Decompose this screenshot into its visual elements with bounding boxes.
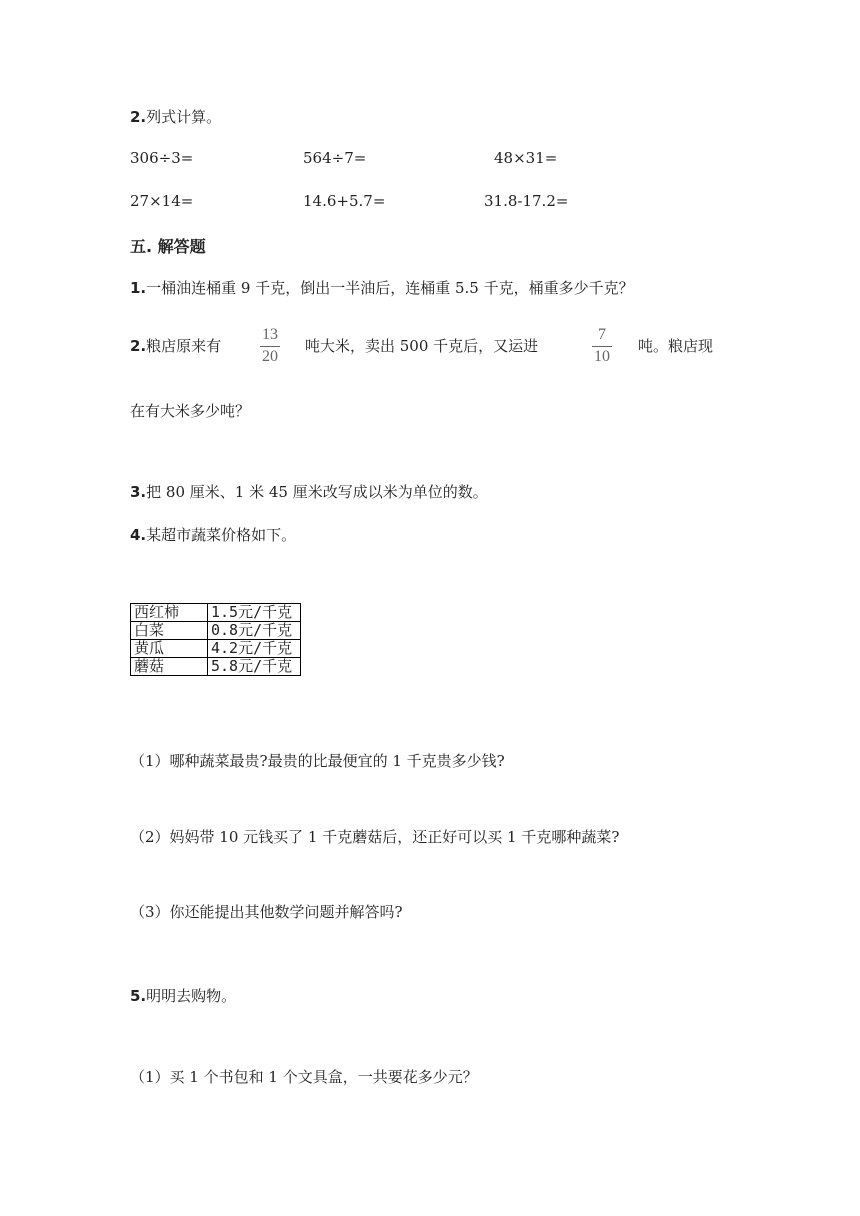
fraction	[256, 327, 284, 365]
sub-question: （1）哪种蔬菜最贵?最贵的比最便宜的 1 千克贵多少钱?	[130, 752, 505, 770]
vegetable-name: 黄瓜	[131, 640, 208, 658]
question-text: 明明去购物。	[146, 987, 237, 1005]
question-2-line1	[130, 335, 221, 356]
sub-question: （2）妈妈带 10 元钱买了 1 千克蘑菇后，还正好可以买 1 千克哪种蔬菜?	[130, 828, 620, 846]
question-text: 一桶油连桶重 9 千克，倒出一半油后，连桶重 5.5 千克，桶重多少千克？	[146, 279, 634, 297]
question-text: 列式计算。	[146, 108, 222, 126]
question-number: 5.	[130, 987, 147, 1005]
question-number: 2.	[130, 337, 147, 355]
question-3	[130, 481, 488, 502]
question-2-line2: 在有大米多少吨？	[130, 402, 251, 420]
vegetable-price: 4.2元/千克	[208, 640, 301, 658]
sub-question: （3）你还能提出其他数学问题并解答吗?	[130, 903, 403, 921]
vegetable-name: 蘑菇	[131, 658, 208, 676]
fraction-denominator: 10	[594, 348, 610, 365]
fraction-numerator: 13	[262, 326, 278, 343]
calc-item: 48×31=	[494, 149, 558, 167]
question-1	[130, 277, 634, 298]
vegetable-price-table	[130, 603, 301, 676]
calc-item: 27×14=	[130, 192, 194, 210]
table-row	[131, 640, 301, 658]
calc-item: 14.6+5.7=	[303, 192, 386, 210]
vegetable-price: 0.8元/千克	[208, 622, 301, 640]
section-heading: 五. 解答题	[130, 237, 206, 256]
question-number: 2.	[130, 108, 147, 126]
calc-item: 564÷7=	[303, 149, 367, 167]
question-4	[130, 524, 296, 545]
fraction-bar	[592, 346, 612, 347]
vegetable-name: 西红柿	[131, 604, 208, 622]
vegetable-name: 白菜	[131, 622, 208, 640]
question-number: 1.	[130, 279, 147, 297]
calc-item: 306÷3=	[130, 149, 194, 167]
question-text: 把 80 厘米、1 米 45 厘米改写成以米为单位的数。	[146, 483, 488, 501]
fraction-denominator: 20	[262, 348, 278, 365]
table-row	[131, 604, 301, 622]
table-row	[131, 658, 301, 676]
fraction-numerator: 7	[598, 326, 606, 343]
question-text: 某超市蔬菜价格如下。	[146, 526, 297, 544]
question-text: 吨。粮店现	[638, 337, 714, 355]
calc-item: 31.8-17.2=	[484, 192, 569, 210]
question-number: 4.	[130, 526, 147, 544]
fraction	[588, 327, 616, 365]
table-row	[131, 622, 301, 640]
question-number: 3.	[130, 483, 147, 501]
sub-question: （1）买 1 个书包和 1 个文具盒，一共要花多少元？	[130, 1068, 478, 1086]
fraction-bar	[260, 346, 280, 347]
question-5	[130, 985, 236, 1006]
question-text: 吨大米，卖出 500 千克后，又运进	[305, 337, 539, 355]
section-2-title	[130, 106, 221, 127]
vegetable-price: 1.5元/千克	[208, 604, 301, 622]
vegetable-price: 5.8元/千克	[208, 658, 301, 676]
question-text: 粮店原来有	[146, 337, 222, 355]
